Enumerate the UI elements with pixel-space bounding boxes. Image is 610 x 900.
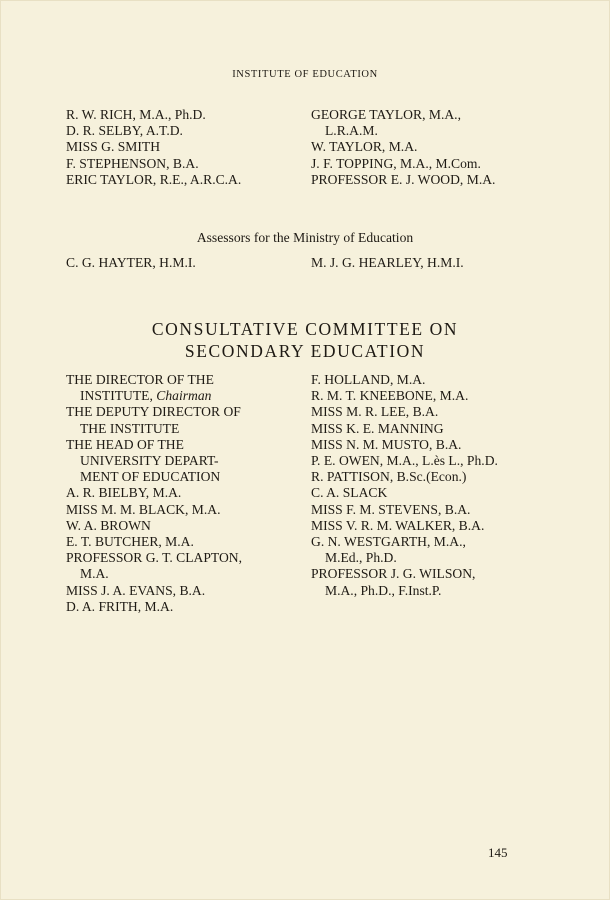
list-item: MISS M. R. LEE, B.A.	[311, 404, 439, 420]
list-item: MISS N. M. MUSTO, B.A.	[311, 436, 462, 452]
list-item: PROFESSOR J. G. WILSON,	[311, 566, 476, 582]
list-item: PROFESSOR E. J. WOOD, M.A.	[311, 171, 496, 187]
list-item: R. M. T. KNEEBONE, M.A.	[311, 388, 469, 404]
list-item: UNIVERSITY DEPART-	[80, 453, 219, 469]
top-list-left	[66, 107, 241, 188]
page-number: 145	[488, 845, 508, 860]
list-item: MISS J. A. EVANS, B.A.	[66, 582, 206, 598]
list-item: MISS G. SMITH	[66, 139, 161, 155]
list-item: R. W. RICH, M.A., Ph.D.	[66, 107, 206, 122]
list-item: D. R. SELBY, A.T.D.	[66, 123, 183, 139]
list-item: MISS M. M. BLACK, M.A.	[66, 501, 221, 517]
list-item: W. TAYLOR, M.A.	[311, 139, 418, 155]
chairman-note: Chairman	[156, 388, 212, 404]
assessors-heading: Assessors for the Ministry of Education	[196, 230, 414, 245]
list-item: GEORGE TAYLOR, M.A.,	[311, 107, 461, 122]
list-item: L.R.A.M.	[325, 123, 378, 139]
list-item: G. N. WESTGARTH, M.A.,	[311, 534, 466, 550]
list-item: THE HEAD OF THE	[66, 436, 184, 452]
list-item: F. STEPHENSON, B.A.	[66, 155, 199, 171]
list-item: THE DIRECTOR OF THE	[66, 372, 214, 387]
list-item: C. A. SLACK	[311, 485, 388, 501]
list-item: E. T. BUTCHER, M.A.	[66, 534, 194, 550]
list-item	[66, 388, 242, 404]
list-item: MISS V. R. M. WALKER, B.A.	[311, 517, 485, 533]
committee-list-left	[66, 372, 242, 615]
list-item: R. PATTISON, B.Sc.(Econ.)	[311, 469, 467, 485]
list-item: M.A., Ph.D., F.Inst.P.	[325, 582, 442, 598]
list-item: MISS K. E. MANNING	[311, 420, 444, 436]
list-item: P. E. OWEN, M.A., L.ès L., Ph.D.	[311, 453, 498, 469]
committee-title-line-2: SECONDARY EDUCATION	[184, 341, 426, 361]
assessor-left: C. G. HAYTER, H.M.I.	[66, 255, 196, 270]
list-item: D. A. FRITH, M.A.	[66, 598, 174, 614]
list-item: PROFESSOR G. T. CLAPTON,	[66, 550, 243, 566]
list-item: THE DEPUTY DIRECTOR OF	[66, 404, 241, 420]
list-item: J. F. TOPPING, M.A., M.Com.	[311, 155, 481, 171]
top-list-right	[311, 107, 495, 188]
committee-title	[0, 318, 610, 362]
committee-list-right	[311, 372, 498, 599]
list-item: F. HOLLAND, M.A.	[311, 372, 426, 387]
list-item: MISS F. M. STEVENS, B.A.	[311, 501, 471, 517]
list-item: M.Ed., Ph.D.	[325, 550, 397, 566]
list-item: W. A. BROWN	[66, 517, 151, 533]
list-item: ERIC TAYLOR, R.E., A.R.C.A.	[66, 171, 242, 187]
list-item-text: INSTITUTE,	[80, 388, 153, 404]
assessor-right: M. J. G. HEARLEY, H.M.I.	[311, 255, 464, 270]
list-item: M.A.	[80, 566, 109, 582]
committee-title-line-1: CONSULTATIVE COMMITTEE ON	[151, 319, 459, 339]
list-item: THE INSTITUTE	[80, 420, 180, 436]
running-head: INSTITUTE OF EDUCATION	[232, 69, 378, 80]
list-item: A. R. BIELBY, M.A.	[66, 485, 182, 501]
list-item: MENT OF EDUCATION	[80, 469, 221, 485]
